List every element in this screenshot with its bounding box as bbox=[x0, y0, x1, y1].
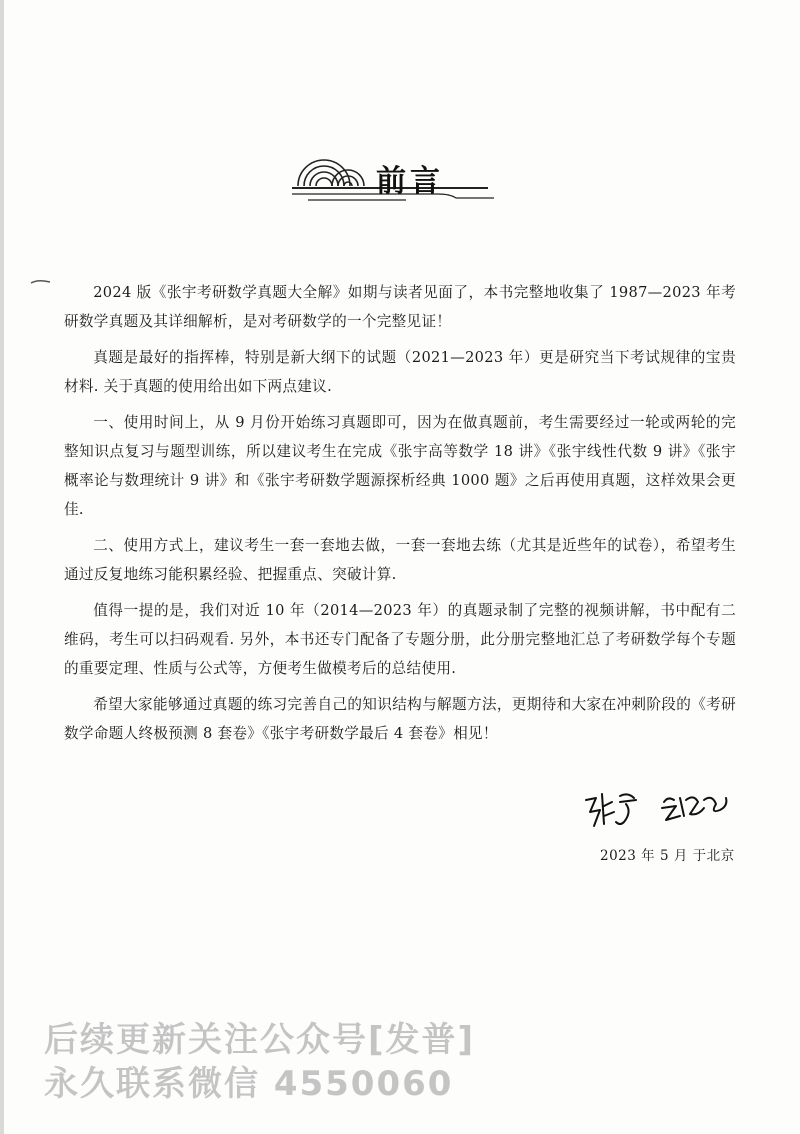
scan-speck bbox=[30, 278, 52, 286]
body-text bbox=[64, 278, 736, 755]
scan-edge bbox=[0, 0, 4, 1134]
paragraph: 值得一提的是，我们对近 10 年（2014—2023 年）的真题录制了完整的视频讲解，书中配有二维码，考生可以扫码观看. 另外，本书还专门配备了专题分册，此分册完整地汇总了考研数学每个专题的重要定理、性质与公式等，方便考生做模考后的总结使用. bbox=[64, 602, 736, 677]
page-title: 前言 bbox=[376, 164, 444, 199]
paragraph: 真题是最好的指挥棒，特别是新大纲下的试题（2021—2023 年）更是研究当下考试规律的宝贵材料. 关于真题的使用给出如下两点建议. bbox=[64, 349, 736, 395]
date-place: 2023 年 5 月 于北京 bbox=[600, 848, 735, 864]
paragraph: 一、使用时间上，从 9 月份开始练习真题即可，因为在做真题前，考生需要经过一轮或两轮的完整知识点复习与题型训练，所以建议考生在完成《张宇高等数学 18 讲》《张宇线性代数 9 讲》《张宇概率论与数理统计 9 讲》和《张宇考研数学题源探析经典 1000 题》之后再使用真题，这样效果会更佳. bbox=[64, 414, 736, 518]
paragraph: 希望大家能够通过真题的练习完善自己的知识结构与解题方法，更期待和大家在冲刺阶段的《考研数学命题人终极预测 8 套卷》《张宇考研数学最后 4 套卷》相见！ bbox=[64, 696, 736, 742]
paragraph: 2024 版《张宇考研数学真题大全解》如期与读者见面了，本书完整地收集了 1987—2023 年考研数学真题及其详细解析，是对考研数学的一个完整见证！ bbox=[64, 284, 736, 330]
watermark-line-2: 永久联系微信 4550060 bbox=[44, 1064, 454, 1104]
watermark-line-1: 后续更新关注公众号[发普] bbox=[44, 1020, 476, 1060]
author-signature bbox=[580, 786, 740, 832]
title-block bbox=[288, 148, 498, 204]
paragraph: 二、使用方式上，建议考生一套一套地去做，一套一套地去练（尤其是近些年的试卷），希望考生通过反复地练习能积累经验、把握重点、突破计算. bbox=[64, 537, 736, 583]
watermark bbox=[44, 1018, 475, 1106]
